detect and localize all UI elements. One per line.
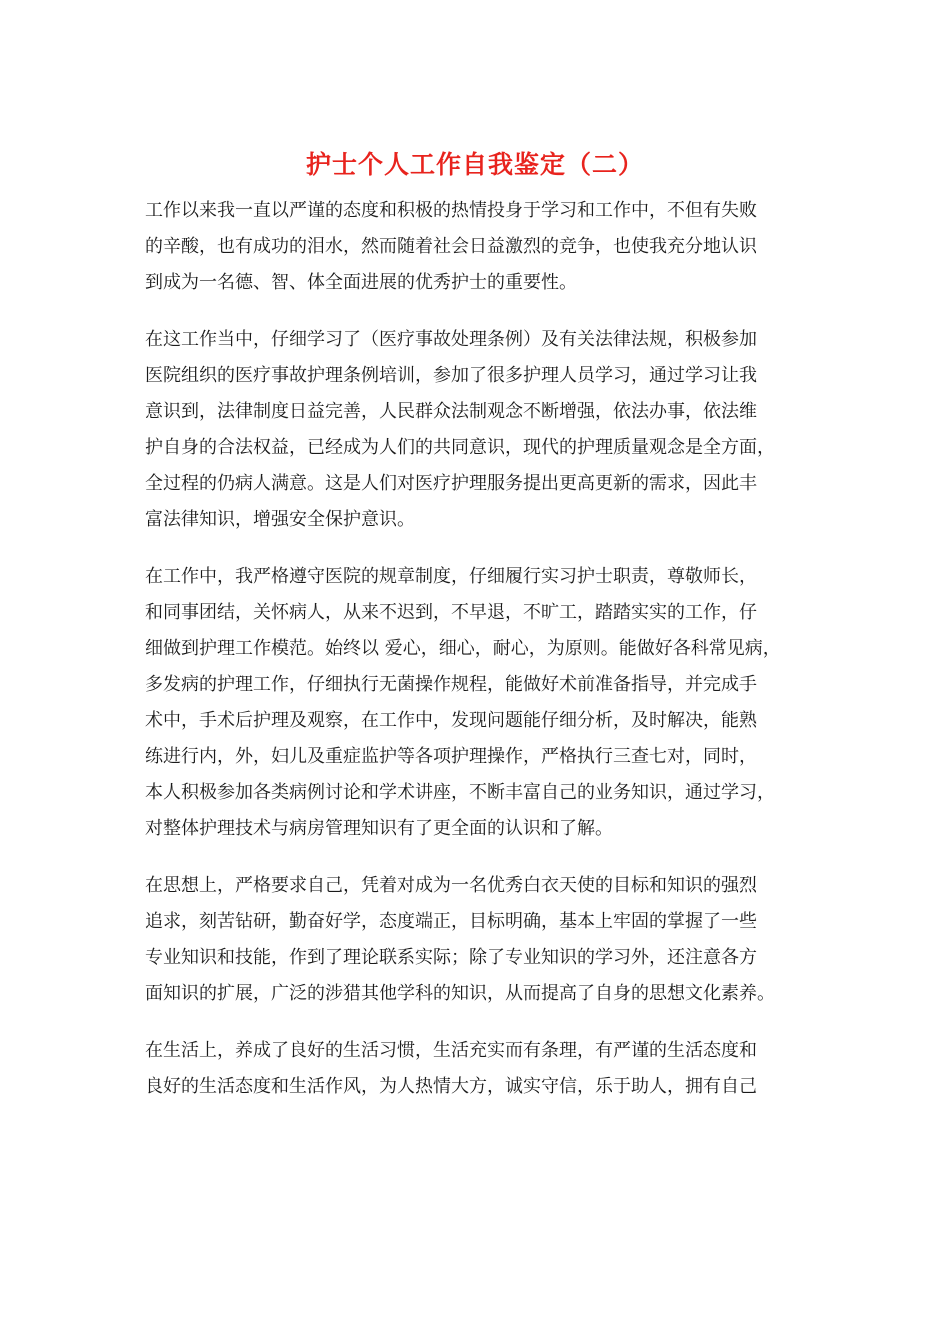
- text-line: 富法律知识，增强安全保护意识。: [145, 509, 415, 530]
- text-line: 对整体护理技术与病房管理知识有了更全面的认识和了解。: [145, 818, 613, 839]
- text-line: 细做到护理工作模范。始终以 爱心，细心，耐心，为原则。能做好各科常见病，: [145, 638, 781, 659]
- text-line: 和同事团结，关怀病人，从来不迟到，不早退，不旷工，踏踏实实的工作，仔: [145, 602, 757, 623]
- document-title: 护士个人工作自我鉴定（二）: [305, 150, 644, 179]
- text-line: 在工作中，我严格遵守医院的规章制度，仔细履行实习护士职责，尊敬师长，: [145, 566, 757, 587]
- text-line: 在生活上，养成了良好的生活习惯，生活充实而有条理，有严谨的生活态度和: [145, 1040, 757, 1061]
- text-line: 练进行内，外，妇儿及重症监护等各项护理操作，严格执行三查七对，同时，: [145, 746, 757, 767]
- text-line: 多发病的护理工作，仔细执行无菌操作规程，能做好术前准备指导，并完成手: [145, 674, 757, 695]
- paragraph-2: [145, 322, 825, 538]
- paragraph-5: [145, 1033, 825, 1105]
- text-line: 专业知识和技能，作到了理论联系实际；除了专业知识的学习外，还注意各方: [145, 947, 757, 968]
- text-line: 面知识的扩展，广泛的涉猎其他学科的知识，从而提高了自身的思想文化素养。: [145, 983, 775, 1004]
- paragraph-4: [145, 868, 825, 1012]
- text-line: 工作以来我一直以严谨的态度和积极的热情投身于学习和工作中，不但有失败: [145, 200, 757, 221]
- paragraph-3: [145, 559, 825, 847]
- text-line: 医院组织的医疗事故护理条例培训，参加了很多护理人员学习，通过学习让我: [145, 365, 757, 386]
- text-line: 本人积极参加各类病例讨论和学术讲座，不断丰富自己的业务知识，通过学习，: [145, 782, 775, 803]
- text-line: 到成为一名德、智、体全面进展的优秀护士的重要性。: [145, 272, 577, 293]
- text-line: 在思想上，严格要求自己，凭着对成为一名优秀白衣天使的目标和知识的强烈: [145, 875, 757, 896]
- text-line: 的辛酸，也有成功的泪水，然而随着社会日益激烈的竞争，也使我充分地认识: [145, 236, 757, 257]
- text-line: 在这工作当中，仔细学习了（医疗事故处理条例）及有关法律法规，积极参加: [145, 329, 757, 350]
- text-line: 护自身的合法权益，已经成为人们的共同意识，现代的护理质量观念是全方面，: [145, 437, 775, 458]
- text-line: 追求，刻苦钻研，勤奋好学，态度端正，目标明确，基本上牢固的掌握了一些: [145, 911, 757, 932]
- text-line: 良好的生活态度和生活作风，为人热情大方，诚实守信，乐于助人，拥有自己: [145, 1076, 757, 1097]
- document-body: [145, 193, 825, 1126]
- text-line: 全过程的仍病人满意。这是人们对医疗护理服务提出更高更新的需求，因此丰: [145, 473, 757, 494]
- text-line: 术中，手术后护理及观察，在工作中，发现问题能仔细分析，及时解决，能熟: [145, 710, 757, 731]
- paragraph-1: [145, 193, 825, 301]
- text-line: 意识到，法律制度日益完善，人民群众法制观念不断增强，依法办事，依法维: [145, 401, 757, 422]
